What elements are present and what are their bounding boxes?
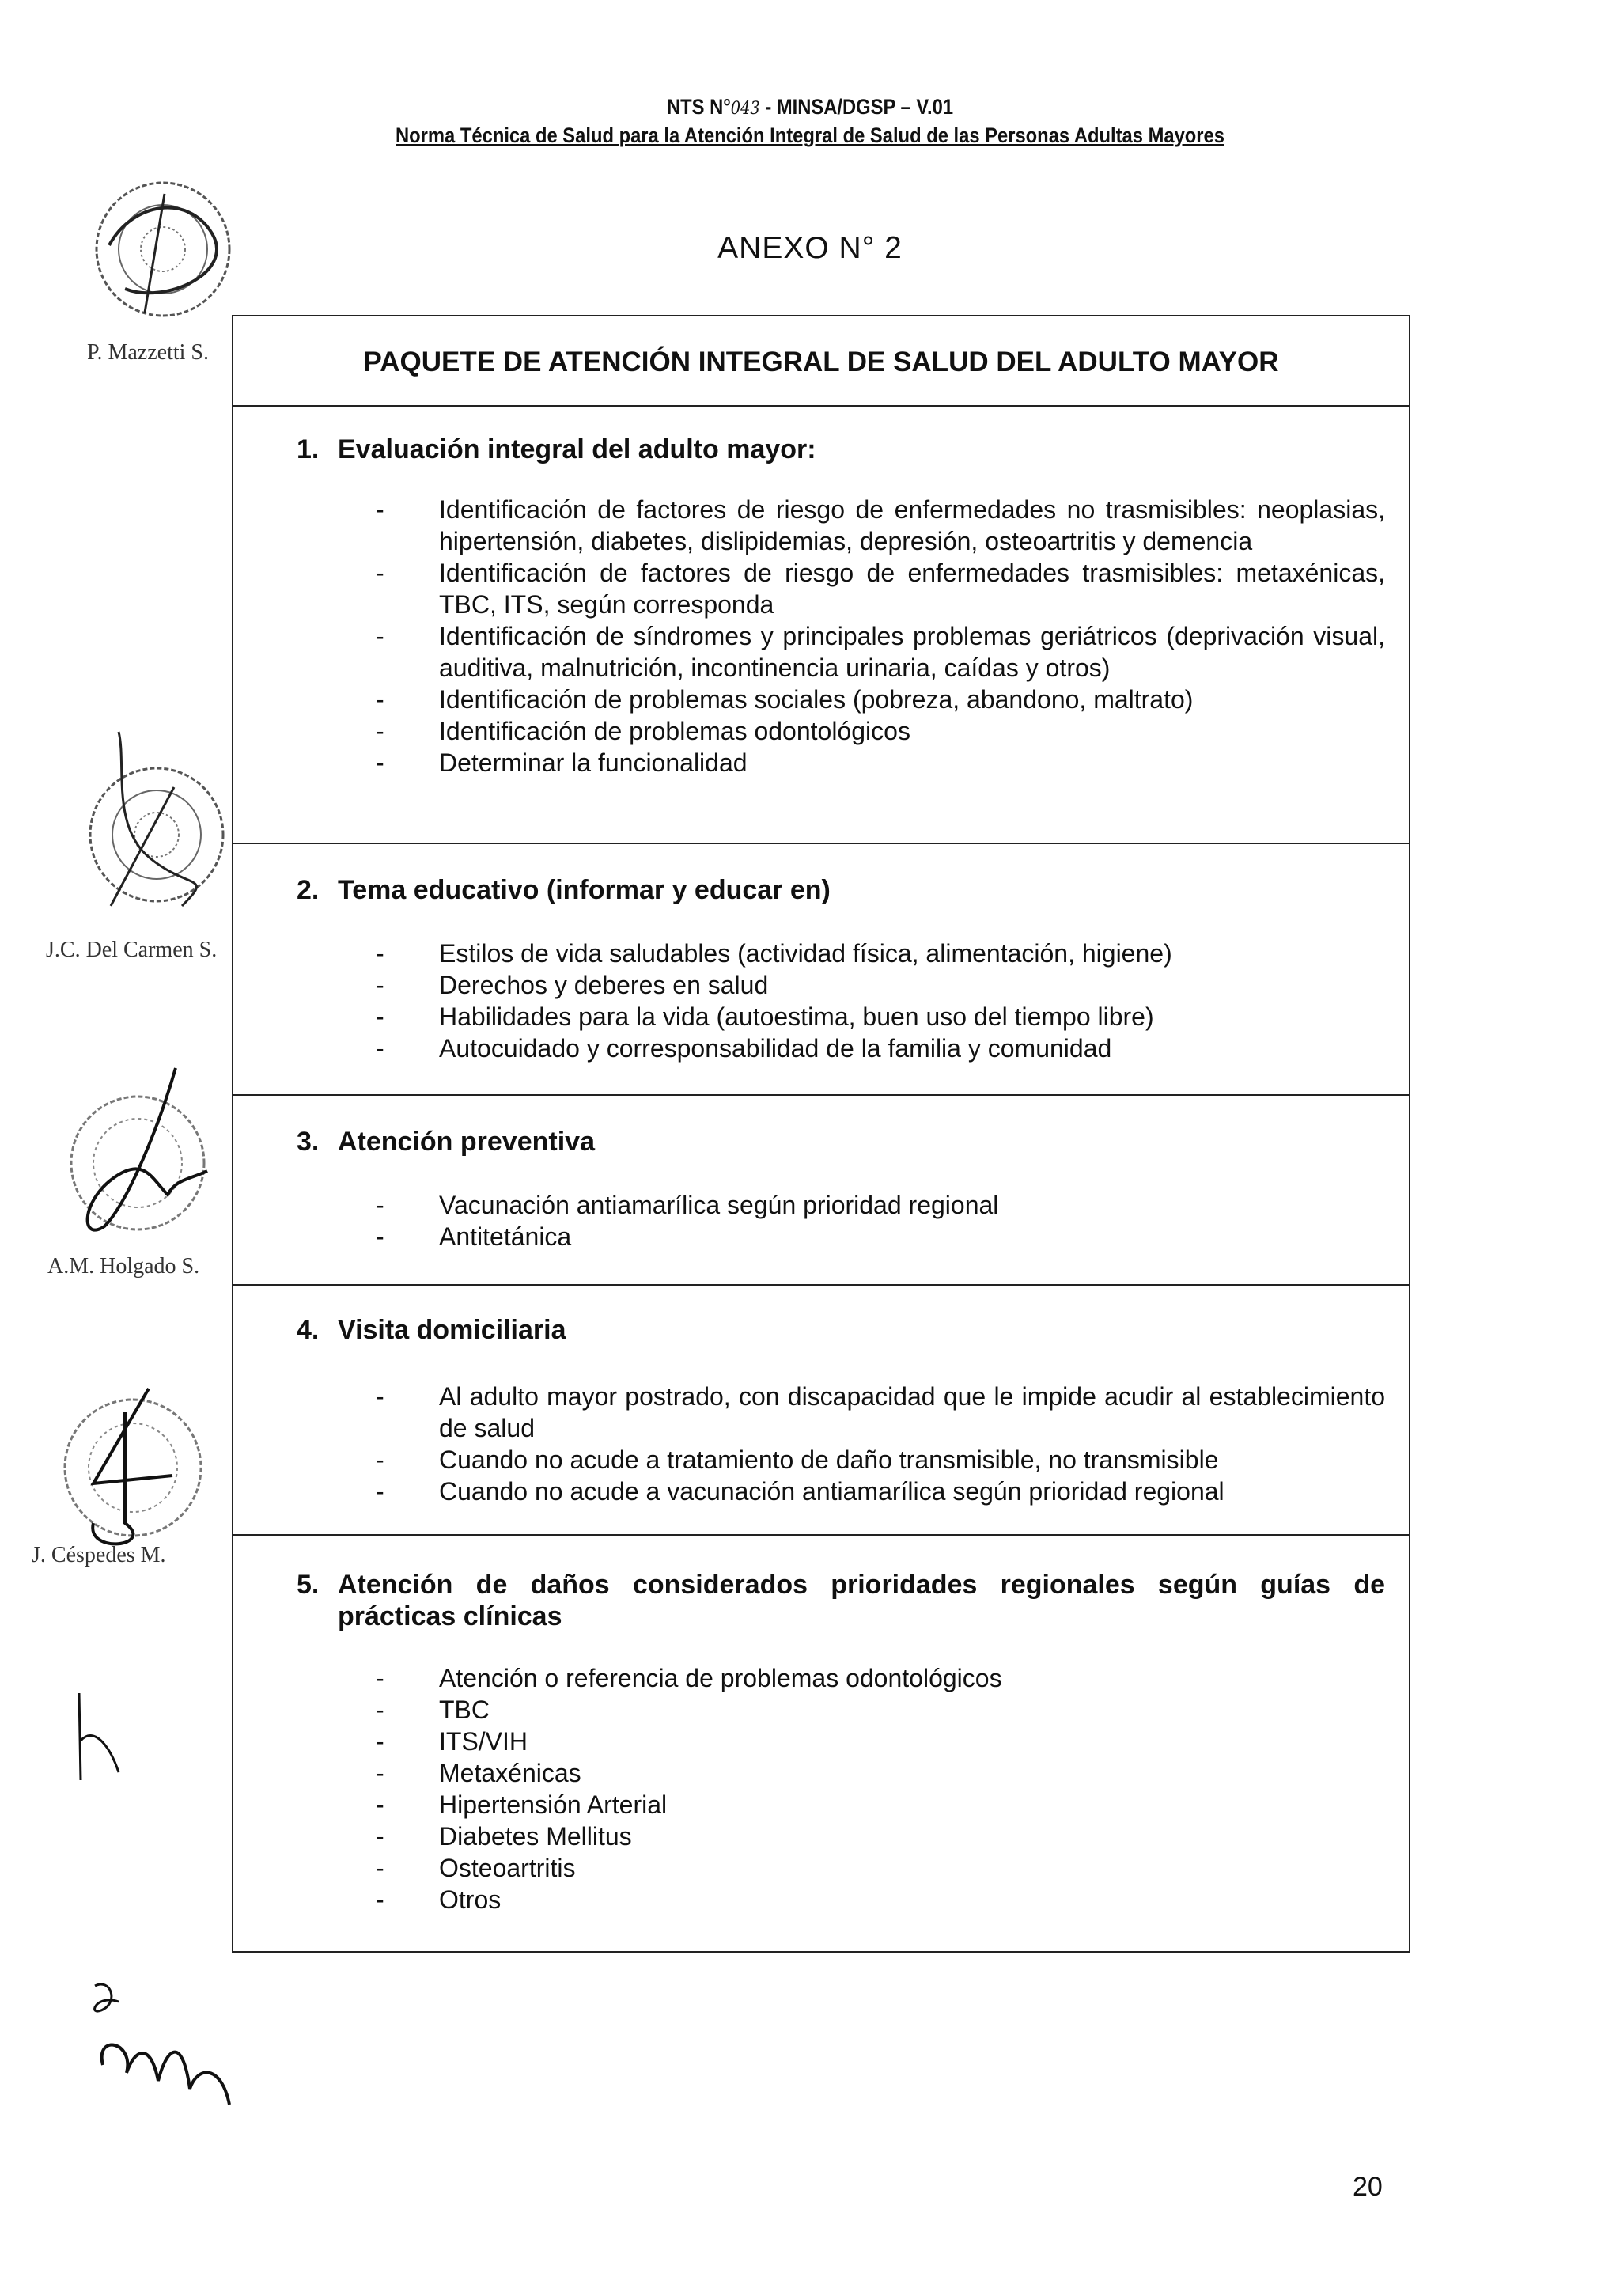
- signature-name-4: J. Céspedes M.: [32, 1543, 166, 1567]
- list-item: - Identificación de síndromes y principales problemas geriátricos (deprivación visual, auditiva, malnutrición, incontinencia urinaria, caídas y otros): [376, 620, 1385, 684]
- section-heading: 1. Evaluación integral del adulto mayor:: [297, 434, 816, 464]
- signature-name-2: J.C. Del Carmen S.: [46, 938, 218, 962]
- list-item: - Identificación de problemas sociales (pobreza, abandono, maltrato): [376, 684, 1385, 715]
- list-item: - ITS/VIH: [376, 1726, 1385, 1757]
- page-number: 20: [1353, 2172, 1383, 2202]
- list-item: - Hipertensión Arterial: [376, 1789, 1385, 1821]
- signature-name-3: A.M. Holgado S.: [47, 1254, 200, 1279]
- list-item: - Identificación de problemas odontológicos: [376, 715, 1385, 747]
- list-item: - Cuando no acude a vacunación antiamarílica según prioridad regional: [376, 1476, 1385, 1507]
- stamp-seal-3: [49, 1060, 231, 1250]
- section-heading: 3. Atención preventiva: [297, 1127, 595, 1157]
- list-item: - Identificación de factores de riesgo de enfermedades trasmisibles: metaxénicas, TBC, ITS, según corresponda: [376, 557, 1385, 620]
- norma-title: Norma Técnica de Salud para la Atención Integral de Salud de las Personas Adultas Mayores: [396, 123, 1224, 147]
- list-item: - Otros: [376, 1884, 1385, 1915]
- nts-code: NTS N°043 - MINSA/DGSP – V.01: [666, 95, 954, 119]
- list-item: - Atención o referencia de problemas odontológicos: [376, 1662, 1385, 1694]
- item-list: [376, 1189, 1385, 1252]
- section-5: [233, 1536, 1409, 1951]
- stamp-seal-2: [63, 716, 245, 922]
- list-item: - Cuando no acude a tratamiento de daño transmisible, no transmisible: [376, 1444, 1385, 1476]
- section-heading: 2. Tema educativo (informar y educar en): [297, 875, 831, 905]
- list-item: - Al adulto mayor postrado, con discapacidad que le impide acudir al establecimiento de salud: [376, 1381, 1385, 1444]
- stamp-seal-4: [38, 1365, 220, 1563]
- list-item: - Diabetes Mellitus: [376, 1821, 1385, 1852]
- list-item: - Osteoartritis: [376, 1852, 1385, 1884]
- package-table: [232, 315, 1410, 1953]
- list-item: - Autocuidado y corresponsabilidad de la familia y comunidad: [376, 1032, 1385, 1064]
- initials-mark-2: [71, 1970, 245, 2128]
- list-item: - Metaxénicas: [376, 1757, 1385, 1789]
- section-2: [233, 844, 1409, 1096]
- list-item: - Habilidades para la vida (autoestima, buen uso del tiempo libre): [376, 1001, 1385, 1032]
- section-1: [233, 405, 1409, 844]
- section-heading: 5. Atención de daños considerados prioridades regionales según guías de prácticas clínicas: [297, 1570, 1385, 1631]
- initials-mark-1: [63, 1677, 174, 1788]
- item-list: [376, 494, 1385, 779]
- list-item: - Identificación de factores de riesgo de enfermedades no trasmisibles: neoplasias, hipertensión, diabetes, dislipidemias, depresión, osteoartritis y demencia: [376, 494, 1385, 557]
- section-4: [233, 1286, 1409, 1536]
- list-item: - Estilos de vida saludables (actividad física, alimentación, higiene): [376, 938, 1385, 969]
- item-list: [376, 1381, 1385, 1507]
- list-item: - TBC: [376, 1694, 1385, 1726]
- stamp-seal-1: [70, 170, 252, 336]
- section-3: [233, 1096, 1409, 1286]
- signature-name-1: P. Mazzetti S.: [87, 340, 209, 365]
- list-item: - Vacunación antiamarílica según prioridad regional: [376, 1189, 1385, 1221]
- section-heading: 4. Visita domiciliaria: [297, 1315, 566, 1345]
- package-title: PAQUETE DE ATENCIÓN INTEGRAL DE SALUD DEL ADULTO MAYOR: [363, 347, 1279, 377]
- list-item: - Determinar la funcionalidad: [376, 747, 1385, 779]
- handwritten-number: 043: [730, 99, 760, 119]
- item-list: [376, 938, 1385, 1064]
- item-list: [376, 1662, 1385, 1915]
- list-item: - Antitetánica: [376, 1221, 1385, 1252]
- anexo-heading: ANEXO N° 2: [717, 231, 903, 265]
- package-title-row: [233, 316, 1409, 407]
- list-item: - Derechos y deberes en salud: [376, 969, 1385, 1001]
